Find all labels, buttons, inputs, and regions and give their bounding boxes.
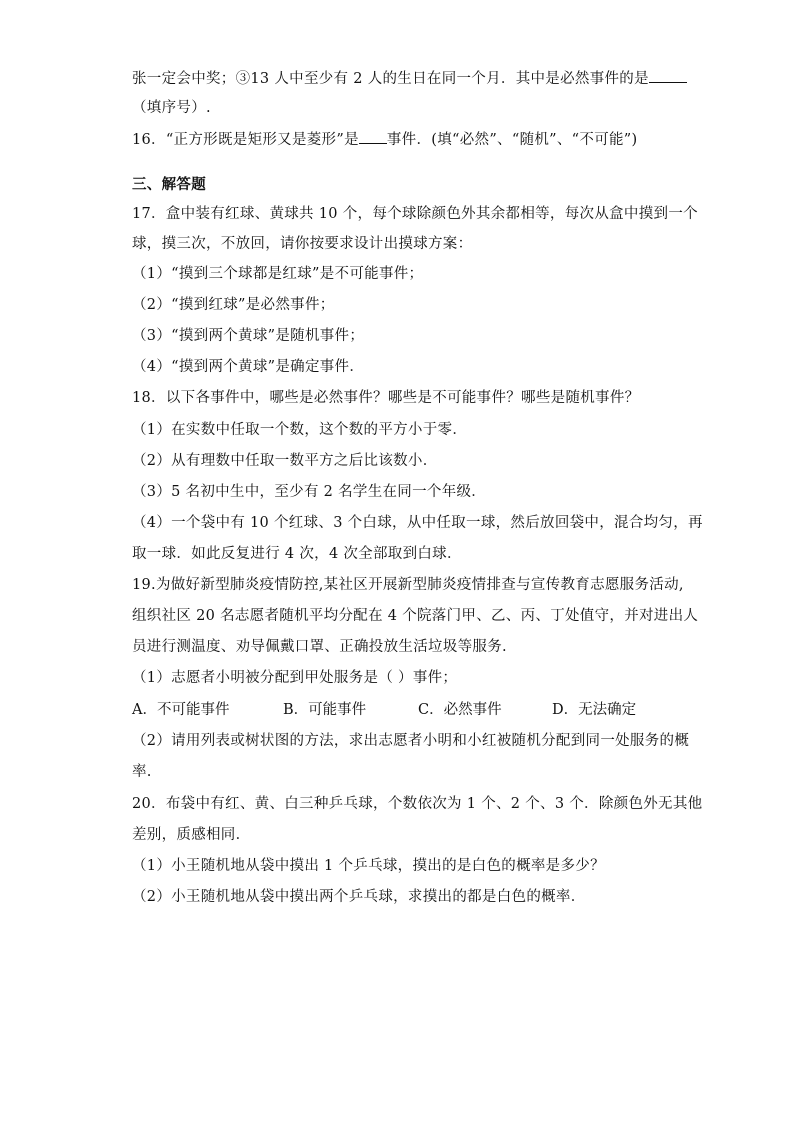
q19-line-2: 组织社区 20 名志愿者随机平均分配在 4 个院落门甲、乙、丙、丁处值守，并对进出人 [132,608,699,624]
q17-item-4: （4）“摸到两个黄球”是确定事件． [132,359,365,375]
q16-line [132,129,637,150]
q16-prefix: 16．“正方形既是矩形又是菱形”是 [132,132,359,148]
q19-choice-d: D．无法确定 [552,702,637,718]
q18-item-4: （4）一个袋中有 10 个红球、3 个白球，从中任取一球，然后放回袋中，混合均匀，再 [132,515,703,531]
q16-answer-blank [359,129,387,144]
section-title: 三、解答题 [132,176,206,193]
q19-choice-b: B．可能事件 [283,702,367,718]
q18-item-2: （2）从有理数中任取一数平方之后比该数小． [132,453,438,469]
q15-line-1-text: 张一定会中奖；③13 人中至少有 2 人的生日在同一个月．其中是必然事件的是 [132,71,649,87]
q15-answer-blank [649,68,687,83]
q18-item-4-cont: 取一球．如此反复进行 4 次，4 次全部取到白球． [132,546,462,562]
q18-line-1: 18．以下各事件中，哪些是必然事件？哪些是不可能事件？哪些是随机事件？ [132,390,640,406]
q20-item-1: （1）小王随机地从袋中摸出 1 个乒乓球，摸出的是白色的概率是多少？ [132,858,605,874]
q19-line-3: 员进行测温度、劝导佩戴口罩、正确投放生活垃圾等服务. [132,639,507,655]
q17-item-3: （3）“摸到两个黄球”是随机事件； [132,328,365,344]
q16-suffix: 事件．(填“必然”、“随机”、“不可能”) [386,132,638,148]
q20-line-2: 差别，质感相同． [132,827,251,843]
q20-item-2: （2）小王随机地从袋中摸出两个乒乓球，求摸出的都是白色的概率． [132,889,586,905]
q17-line-2: 球，摸三次，不放回，请你按要求设计出摸球方案： [132,236,473,252]
q19-choice-a: A．不可能事件 [132,702,230,718]
q19-choice-c: C．必然事件 [418,702,502,718]
q19-sub-2-line-2: 率. [132,764,152,780]
q17-item-2: （2）“摸到红球”是必然事件； [132,297,335,313]
q19-sub-1: （1）志愿者小明被分配到甲处服务是（ ）事件； [132,670,458,686]
q19-sub-2-line-1: （2）请用列表或树状图的方法，求出志愿者小明和小红被随机分配到同一处服务的概 [132,733,690,749]
q18-item-1: （1）在实数中任取一个数，这个数的平方小于零． [132,422,468,438]
q17-line-1: 17．盒中装有红球、黄球共 10 个，每个球除颜色外其余都相等，每次从盒中摸到一个 [132,206,698,222]
q15-line-2: （填序号）. [132,100,211,116]
q17-item-1: （1）“摸到三个球都是红球”是不可能事件； [132,266,424,282]
q19-line-1: 19.为做好新型肺炎疫情防控,某社区开展新型肺炎疫情排查与宣传教育志愿服务活动, [132,577,684,593]
q15-line-1 [132,68,687,89]
q18-item-3: （3）5 名初中生中，至少有 2 名学生在同一个年级． [132,484,487,500]
q20-line-1: 20．布袋中有红、黄、白三种乒乓球，个数依次为 1 个、2 个、3 个．除颜色外无其他 [132,796,703,812]
